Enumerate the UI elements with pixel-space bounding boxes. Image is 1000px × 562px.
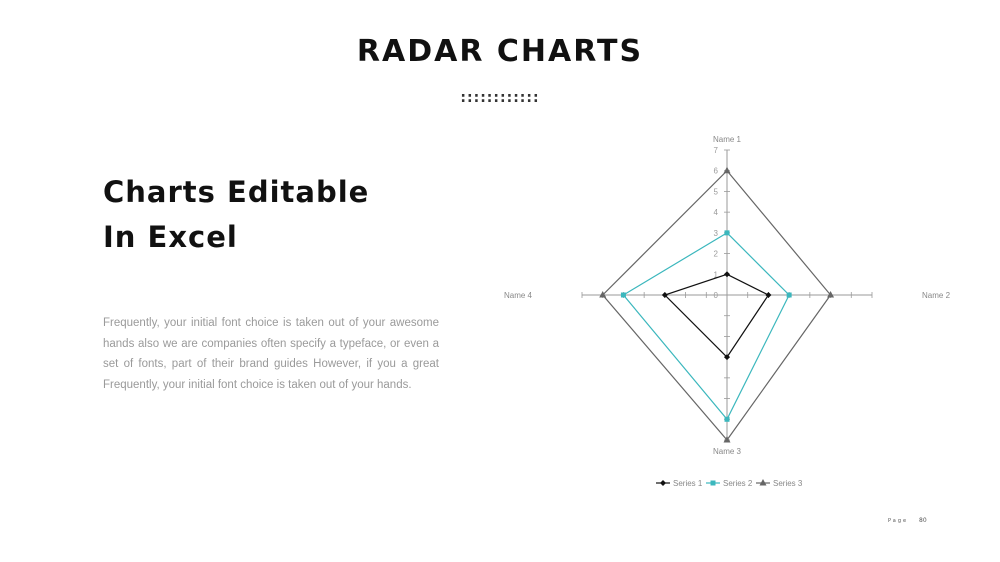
body-paragraph: Frequently, your initial font choice is taken out of your awesome hands also we are companies often specify a typeface, or even a set of fonts, part of their brand guides However, if you a great Frequently, your initial font choice is taken out of your hands. bbox=[103, 317, 439, 391]
legend-swatch-marker bbox=[660, 480, 666, 486]
legend-label-series-2: Series 2 bbox=[723, 479, 753, 488]
title-divider-dots: :::::::::::: bbox=[460, 90, 540, 106]
radial-tick-label: 6 bbox=[713, 166, 718, 176]
page-label: Page bbox=[888, 518, 909, 524]
series-3-point bbox=[724, 167, 731, 174]
series-1-line bbox=[665, 274, 769, 357]
legend-label-series-1: Series 1 bbox=[673, 479, 703, 488]
series-2-point bbox=[725, 230, 730, 235]
series-1-point bbox=[724, 271, 730, 277]
slide-title: RADAR CHARTS bbox=[356, 34, 644, 69]
series-2-point bbox=[787, 293, 792, 298]
radial-tick-label: 0 bbox=[713, 291, 718, 300]
radar-category-label: Name 3 bbox=[712, 447, 742, 456]
radial-tick-label: 5 bbox=[713, 187, 718, 197]
page-number: 80 bbox=[919, 517, 927, 524]
radar-chart bbox=[503, 128, 951, 508]
radial-tick-label: 7 bbox=[713, 146, 718, 155]
radial-tick-label: 1 bbox=[713, 270, 718, 280]
series-2-line bbox=[623, 233, 789, 419]
radar-category-label: Name 1 bbox=[712, 135, 742, 144]
radar-category-label: Name 4 bbox=[503, 291, 532, 300]
radar-category-label: Name 2 bbox=[922, 291, 951, 300]
radial-tick-label: 2 bbox=[713, 249, 718, 259]
radial-tick-label: 3 bbox=[713, 228, 718, 238]
heading-line-2: In Excel bbox=[103, 220, 238, 254]
heading-line-1: Charts Editable bbox=[103, 175, 370, 209]
legend-label-series-3: Series 3 bbox=[773, 479, 803, 488]
section-heading bbox=[103, 170, 463, 260]
radial-tick-label: 4 bbox=[713, 208, 718, 218]
legend-swatch-marker bbox=[760, 479, 767, 486]
legend-swatch-marker bbox=[711, 481, 716, 486]
series-2-point bbox=[725, 417, 730, 422]
series-2-point bbox=[621, 293, 626, 298]
